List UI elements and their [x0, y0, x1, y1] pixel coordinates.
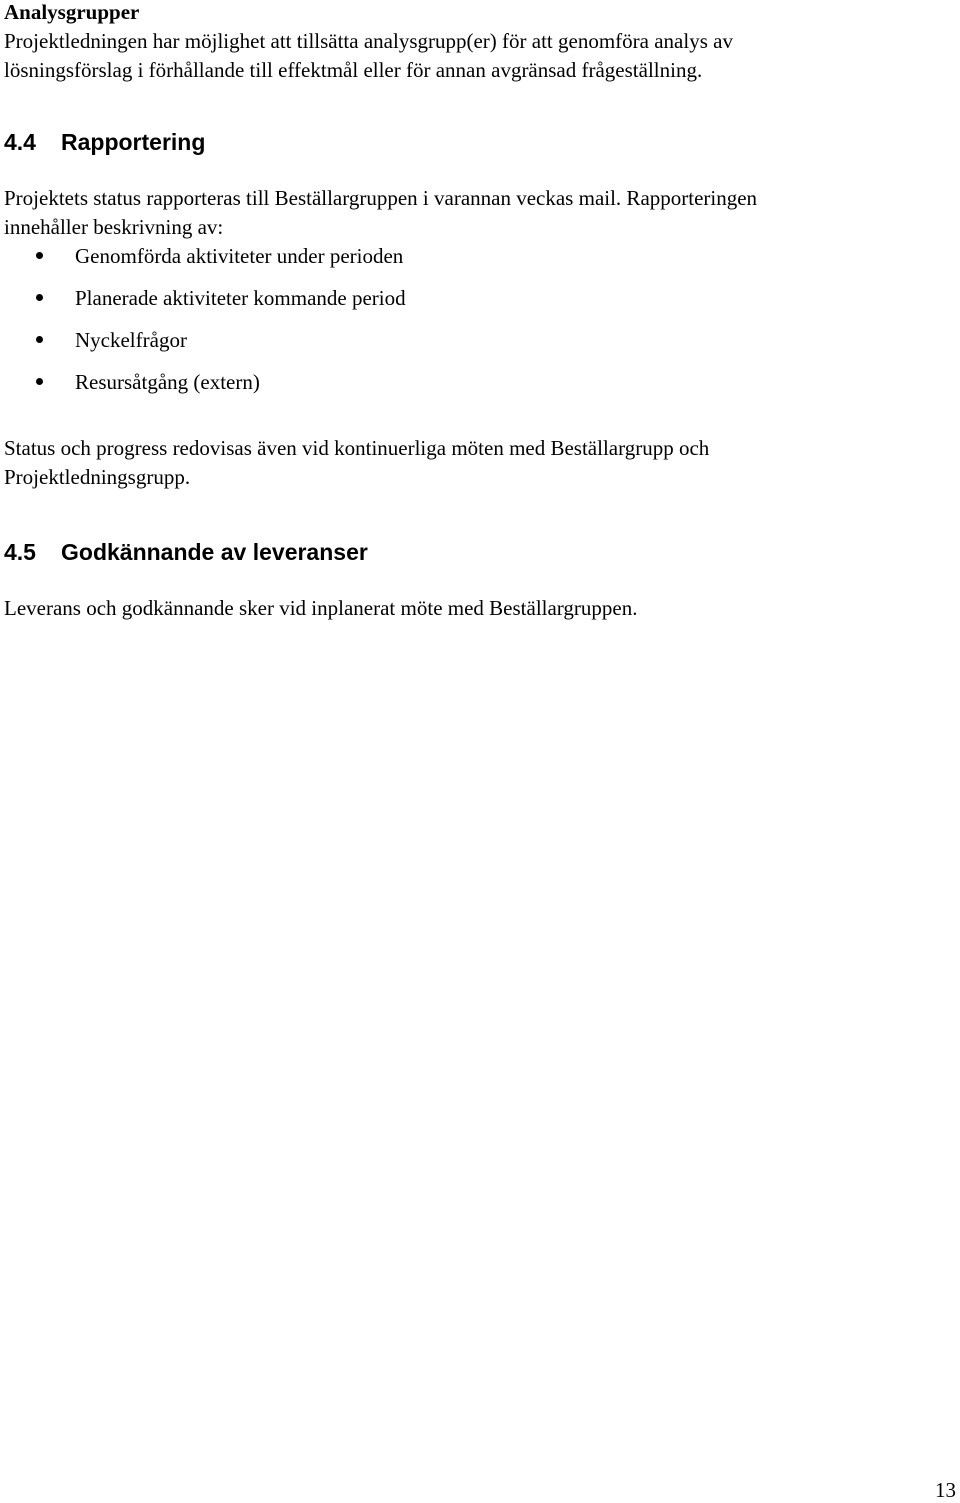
analysgrupper-text-line-1: Projektledningen har möjlighet att tillsätta analysgrupp(er) för att genomföra analys av [4, 29, 733, 53]
rapportering-intro-line-1: Projektets status rapporteras till Beställargruppen i varannan veckas mail. Rapporteringen [4, 186, 758, 210]
section-4-4-title: Rapportering [61, 129, 206, 155]
list-item-text: Nyckelfrågor [75, 328, 187, 352]
bullet-icon [36, 252, 43, 259]
rapportering-closing-line-1: Status och progress redovisas även vid kontinuerliga möten med Beställargrupp och [4, 436, 710, 460]
section-4-5-heading [4, 537, 368, 567]
section-4-5-number: 4.5 [4, 539, 36, 565]
section-4-4-number: 4.4 [4, 129, 36, 155]
bullet-icon [36, 336, 43, 343]
bullet-icon [36, 378, 43, 385]
godkannande-text: Leverans och godkännande sker vid inplanerat möte med Beställargruppen. [4, 596, 638, 620]
rapportering-closing-line-2: Projektledningsgrupp. [4, 465, 191, 489]
section-4-5-title: Godkännande av leveranser [61, 539, 368, 565]
section-4-4-heading [4, 127, 205, 157]
page-number: 13 [935, 1478, 956, 1502]
analysgrupper-title: Analysgrupper [4, 0, 140, 24]
list-item-text: Genomförda aktiviteter under perioden [75, 244, 404, 268]
analysgrupper-text-line-2: lösningsförslag i förhållande till effektmål eller för annan avgränsad frågeställning. [4, 58, 703, 82]
bullet-icon [36, 294, 43, 301]
list-item-text: Resursåtgång (extern) [75, 370, 260, 394]
list-item-text: Planerade aktiviteter kommande period [75, 286, 406, 310]
rapportering-intro-line-2: innehåller beskrivning av: [4, 215, 224, 239]
